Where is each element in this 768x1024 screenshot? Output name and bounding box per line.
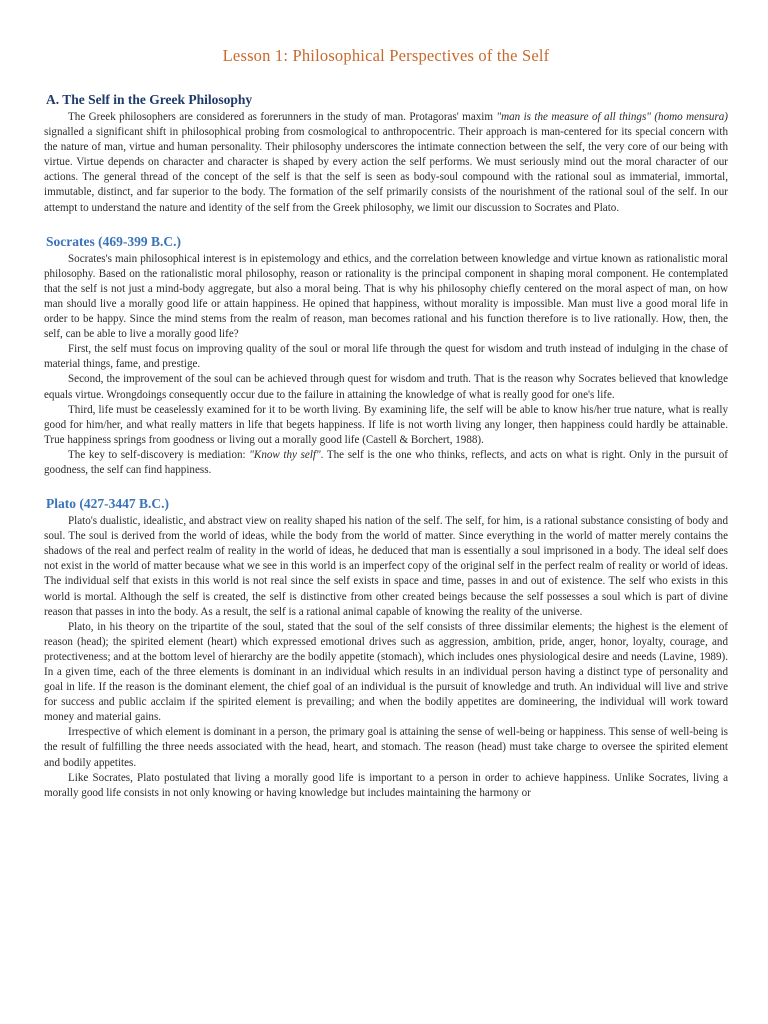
text-run: signalled a significant shift in philosophical probing from cosmological to anthropocentric. Their approach is man-centered for its special concern with the nature of man, virtue and human personality. Their philosophy underscores the intimate connection between the self, the very core of our being with virtue. Virtue depends on character and character is shaped by every action the self performs. We must seriously mind out the moral character of our actions. The general thread of the concept of the self is that the self is seen as body-soul compound with the rational soul as immaterial, immortal, immutable, distinct, and far superior to the body. The formation of the self primarily consists of the nourishment of the rational soul of the self. In our attempt to understand the nature and identity of the self from the Greek philosophy, we limit our discussion to Socrates and Plato. (44, 126, 728, 214)
lesson-title: Lesson 1: Philosophical Perspectives of the Self (222, 46, 550, 65)
socrates-paragraph-1: Socrates's main philosophical interest is in epistemology and ethics, and the correlation between knowledge and virtue known as rationalistic moral philosophy. Based on the rationalistic moral philosophy, reason or rationality is the principal component in shaping moral component. He contemplated that the self is not just a mind-body aggregate, but also a moral being. That is why his philosophy chiefly centered on the moral aspect of man, on how man should live a morally good life or attain happiness. He opined that happiness, without morality is impossible. Man must live a good moral life in order to be happy. Since the mind stems from the realm of reason, man becomes rational and his function therefore is to live rationally. How, then, the self, can be able to live a morally good life? (44, 252, 728, 341)
socrates-paragraph-4: Third, life must be ceaselessly examined for it to be worth living. By examining life, the self will be able to know his/her true nature, what is really good for him/her, and what really matters in life that begets happiness. If life is not worth living any longer, then happiness could hardly be attainable. True happiness springs from goodness or living out a morally good life (Castell & Borchert, 1988). (44, 403, 728, 446)
socrates-paragraph-2: First, the self must focus on improving quality of the soul or moral life through the quest for wisdom and truth instead of indulging in the chase of material things, fame, and prestige. (44, 343, 728, 371)
protagoras-quote: "man is the measure of all things" (homo mensura) (496, 111, 729, 123)
socrates-paragraph-5 (44, 448, 728, 478)
plato-paragraph-3: Irrespective of which element is dominant in a person, the primary goal is attaining the sense of well-being or happiness. This sense of well-being is the result of fulfilling the three needs associated with the head, heart, and stomach. The reason (head) must take charge to oversee the spirited element and bodily appetites. (44, 726, 728, 769)
plato-paragraph-4: Like Socrates, Plato postulated that living a morally good life is important to a person in order to achieve happiness. Unlike Socrates, living a morally good life consists in not only knowing or having knowledge but includes maintaining the harmony or (44, 771, 728, 799)
socrates-paragraph-3: Second, the improvement of the soul can be achieved through quest for wisdom and truth. That is the reason why Socrates believed that knowledge equals virtue. Wrongdoings consequently occur due to the failure in attaining the knowledge of what is really good for one's life. (44, 373, 728, 401)
text-run: The Greek philosophers are considered as forerunners in the study of man. Protagoras' maxim (68, 111, 497, 123)
section-a-heading: A. The Self in the Greek Philosophy (46, 92, 253, 107)
plato-heading: Plato (427-3447 B.C.) (46, 496, 169, 512)
section-a-paragraph (44, 110, 728, 216)
text-run: The key to self-discovery is mediation: (68, 448, 250, 461)
plato-paragraph-1: Plato's dualistic, idealistic, and abstract view on reality shaped his nation of the self. The self, for him, is a rational substance consisting of body and soul. The soul is derived from the world of ideas, while the body from the world of matter. Since everything in the world of matter merely contains the shadows of the real and perfect realm of reality in the world of ideas, he deduced that man is essentially a soul imprisoned in a body. The ideal self does not exist in the world of matter because what we see in this world is an imperfect copy of the original self in the perfect realm of reality or world of ideas. The individual self that exists in this world is not real since the self exists in space and time, passes in and out of existence. The self who exists in this world is mortal. Although the self is created, the self is distinctive from other created beings because the self possesses a soul which is part of divine reason that passes in into the body. As a result, the self is a rational animal capable of knowing the reality of the universe. (44, 515, 728, 618)
know-thy-self-quote: "Know thy self" (249, 448, 321, 461)
plato-paragraph-2: Plato, in his theory on the tripartite of the soul, stated that the soul of the self consists of three dissimilar elements; the highest is the element of reason (head); the spirited element (heart) which expressed emotional drives such as aggression, ambition, pride, anger, honor, loyalty, courage, and protectiveness; and at the bottom level of hierarchy are the bodily appetite (stomach), which includes ones physiological desire and needs (Lavine, 1989). In a given time, each of the three elements is dominant in an individual which results in an individual person having a distinct type of personality and goal in life. If the reason is the dominant element, the chief goal of an individual is the pursuit of knowledge and truth. An individual will live and strive for success and public acclaim if the spirited element is prevailing; and when the bodily appetites are domineering, the individual will work toward money and material gains. (44, 620, 728, 724)
text-run: . The self is the one who thinks, reflects, and acts on what is right. Only in the pursuit of goodness, the self can find happiness. (44, 448, 729, 476)
socrates-heading: Socrates (469-399 B.C.) (46, 233, 181, 249)
